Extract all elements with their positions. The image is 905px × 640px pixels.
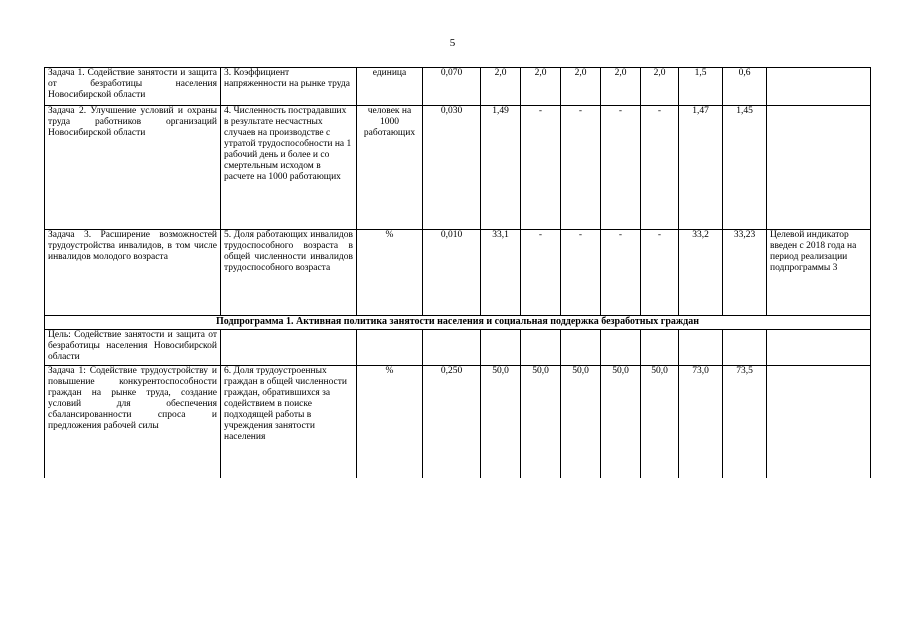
- value-cell: -: [641, 106, 679, 230]
- empty-cell: [521, 330, 561, 366]
- goal-cell: Цель: Содействие занятости и защита от безработицы населения Новосибирской области: [45, 330, 221, 366]
- unit-cell: %: [357, 230, 423, 316]
- task-cell: Задача 3. Расширение возможностей трудоустройства инвалидов, в том числе инвалидов молодого возраста: [45, 230, 221, 316]
- value-cell: 2,0: [521, 68, 561, 106]
- value-cell: 2,0: [481, 68, 521, 106]
- empty-cell: [723, 330, 767, 366]
- note-cell: [767, 106, 871, 230]
- value-cell: -: [641, 230, 679, 316]
- indicator-cell: 3. Коэффициент напряженности на рынке труда: [221, 68, 357, 106]
- empty-cell: [423, 330, 481, 366]
- value-cell: 2,0: [561, 68, 601, 106]
- value-cell: 50,0: [641, 366, 679, 478]
- table-row: [45, 366, 871, 478]
- unit-cell: человек на 1000 работающих: [357, 106, 423, 230]
- value-cell: 50,0: [521, 366, 561, 478]
- value-cell: 2,0: [601, 68, 641, 106]
- unit-cell: единица: [357, 68, 423, 106]
- task-cell: Задача 1: Содействие трудоустройству и повышение конкурентоспособности граждан на рынке труда, создание условий для обеспечения сбалансированности спроса и предложения рабочей силы: [45, 366, 221, 478]
- empty-cell: [767, 330, 871, 366]
- note-cell: [767, 366, 871, 478]
- empty-cell: [561, 330, 601, 366]
- indicators-table: [44, 67, 871, 478]
- note-cell: [767, 68, 871, 106]
- value-cell: 1,47: [679, 106, 723, 230]
- value-cell: 50,0: [561, 366, 601, 478]
- value-cell: -: [521, 106, 561, 230]
- value-cell: 73,5: [723, 366, 767, 478]
- value-cell: 50,0: [601, 366, 641, 478]
- value-cell: 0,6: [723, 68, 767, 106]
- value-cell: 33,2: [679, 230, 723, 316]
- value-cell: 2,0: [641, 68, 679, 106]
- value-cell: -: [521, 230, 561, 316]
- value-cell: 1,49: [481, 106, 521, 230]
- empty-cell: [601, 330, 641, 366]
- indicator-cell: 6. Доля трудоустроенных граждан в общей численности граждан, обратившихся за содействием в поиске подходящей работы в учреждения занятости населения: [221, 366, 357, 478]
- unit-cell: %: [357, 366, 423, 478]
- weight-cell: 0,070: [423, 68, 481, 106]
- value-cell: 33,1: [481, 230, 521, 316]
- empty-cell: [357, 330, 423, 366]
- task-cell: Задача 2. Улучшение условий и охраны труда работников организаций Новосибирской области: [45, 106, 221, 230]
- subprogram-row: [45, 316, 871, 330]
- empty-cell: [481, 330, 521, 366]
- task-cell: Задача 1. Содействие занятости и защита от безработицы населения Новосибирской области: [45, 68, 221, 106]
- value-cell: -: [561, 230, 601, 316]
- note-cell: Целевой индикатор введен с 2018 года на период реализации подпрограммы 3: [767, 230, 871, 316]
- weight-cell: 0,030: [423, 106, 481, 230]
- value-cell: 73,0: [679, 366, 723, 478]
- value-cell: 1,5: [679, 68, 723, 106]
- value-cell: 33,23: [723, 230, 767, 316]
- indicator-cell: 4. Численность пострадавших в результате несчастных случаев на производстве с утратой трудоспособности на 1 рабочий день и более и со смертельным исходом в расчете на 1000 работающих: [221, 106, 357, 230]
- empty-cell: [679, 330, 723, 366]
- table-row: [45, 230, 871, 316]
- goal-row: [45, 330, 871, 366]
- value-cell: -: [561, 106, 601, 230]
- value-cell: -: [601, 230, 641, 316]
- weight-cell: 0,250: [423, 366, 481, 478]
- table-row: [45, 106, 871, 230]
- empty-cell: [221, 330, 357, 366]
- indicator-cell: 5. Доля работающих инвалидов трудоспособного возраста в общей численности инвалидов трудоспособного возраста: [221, 230, 357, 316]
- subprogram-title: Подпрограмма 1. Активная политика занятости населения и социальная поддержка безработных граждан: [45, 316, 871, 330]
- weight-cell: 0,010: [423, 230, 481, 316]
- value-cell: 50,0: [481, 366, 521, 478]
- empty-cell: [641, 330, 679, 366]
- value-cell: 1,45: [723, 106, 767, 230]
- value-cell: -: [601, 106, 641, 230]
- table-row: [45, 68, 871, 106]
- page-number: 5: [449, 37, 456, 49]
